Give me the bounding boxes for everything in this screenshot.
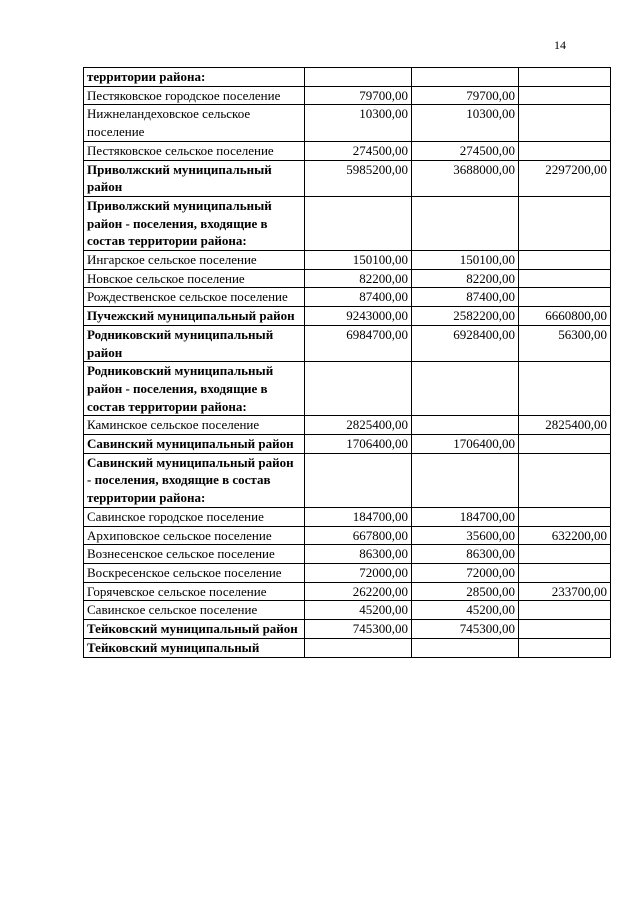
- row-total-cell: [305, 453, 412, 507]
- row-col2-cell: 82200,00: [412, 269, 519, 288]
- row-name-cell: Воскресенское сельское поселение: [84, 563, 305, 582]
- table-row: [84, 269, 611, 288]
- row-total-cell: 10300,00: [305, 105, 412, 141]
- row-name-cell: Пестяковское городское поселение: [84, 86, 305, 105]
- row-name-cell: Архиповское сельское поселение: [84, 526, 305, 545]
- table-row: [84, 638, 611, 657]
- row-col3-cell: [519, 601, 611, 620]
- table-row: [84, 435, 611, 454]
- row-col2-cell: 2582200,00: [412, 307, 519, 326]
- row-name-cell: территории района:: [84, 68, 305, 87]
- row-col3-cell: [519, 68, 611, 87]
- row-col2-cell: 745300,00: [412, 620, 519, 639]
- row-col2-cell: 45200,00: [412, 601, 519, 620]
- row-name-cell: Родниковский муниципальный район - поселения, входящие в состав территории района:: [84, 362, 305, 416]
- row-col2-cell: [412, 638, 519, 657]
- row-col3-cell: [519, 141, 611, 160]
- row-name-cell: Приволжский муниципальный район: [84, 160, 305, 196]
- row-col2-cell: 28500,00: [412, 582, 519, 601]
- table-row: [84, 563, 611, 582]
- row-col3-cell: [519, 563, 611, 582]
- row-name-cell: Савинское сельское поселение: [84, 601, 305, 620]
- row-col3-cell: 2297200,00: [519, 160, 611, 196]
- row-col2-cell: 10300,00: [412, 105, 519, 141]
- row-total-cell: 184700,00: [305, 507, 412, 526]
- table-row: [84, 160, 611, 196]
- row-name-cell: Савинский муниципальный район: [84, 435, 305, 454]
- row-total-cell: 150100,00: [305, 251, 412, 270]
- row-name-cell: Приволжский муниципальный район - поселения, входящие в состав территории района:: [84, 196, 305, 250]
- row-col3-cell: [519, 362, 611, 416]
- row-name-cell: Нижнеландеховское сельское поселение: [84, 105, 305, 141]
- table-row: [84, 307, 611, 326]
- table-row: [84, 251, 611, 270]
- row-col2-cell: 79700,00: [412, 86, 519, 105]
- row-name-cell: Рождественское сельское поселение: [84, 288, 305, 307]
- row-name-cell: Савинское городское поселение: [84, 507, 305, 526]
- row-col3-cell: [519, 196, 611, 250]
- row-name-cell: Родниковский муниципальный район: [84, 325, 305, 361]
- row-total-cell: [305, 638, 412, 657]
- row-col3-cell: [519, 86, 611, 105]
- table-row: [84, 416, 611, 435]
- table-row: [84, 86, 611, 105]
- row-total-cell: 1706400,00: [305, 435, 412, 454]
- row-col3-cell: [519, 105, 611, 141]
- row-col2-cell: [412, 416, 519, 435]
- row-total-cell: 86300,00: [305, 545, 412, 564]
- row-total-cell: 274500,00: [305, 141, 412, 160]
- row-total-cell: 262200,00: [305, 582, 412, 601]
- row-col3-cell: 6660800,00: [519, 307, 611, 326]
- row-total-cell: 72000,00: [305, 563, 412, 582]
- row-col2-cell: 274500,00: [412, 141, 519, 160]
- table-row: [84, 68, 611, 87]
- table-row: [84, 362, 611, 416]
- table-row: [84, 105, 611, 141]
- row-col2-cell: [412, 362, 519, 416]
- table-row: [84, 526, 611, 545]
- row-name-cell: Ингарское сельское поселение: [84, 251, 305, 270]
- row-name-cell: Савинский муниципальный район - поселения, входящие в состав территории района:: [84, 453, 305, 507]
- table-row: [84, 582, 611, 601]
- row-col3-cell: 233700,00: [519, 582, 611, 601]
- row-col2-cell: [412, 68, 519, 87]
- row-col3-cell: 2825400,00: [519, 416, 611, 435]
- row-total-cell: [305, 196, 412, 250]
- row-col2-cell: 72000,00: [412, 563, 519, 582]
- table-row: [84, 620, 611, 639]
- page-number: 14: [554, 38, 566, 52]
- row-total-cell: 745300,00: [305, 620, 412, 639]
- table-row: [84, 288, 611, 307]
- row-col3-cell: [519, 545, 611, 564]
- row-col2-cell: 87400,00: [412, 288, 519, 307]
- row-total-cell: 87400,00: [305, 288, 412, 307]
- row-name-cell: Пестяковское сельское поселение: [84, 141, 305, 160]
- row-col2-cell: 6928400,00: [412, 325, 519, 361]
- row-name-cell: Каминское сельское поселение: [84, 416, 305, 435]
- row-col2-cell: [412, 453, 519, 507]
- table-row: [84, 507, 611, 526]
- row-name-cell: Новское сельское поселение: [84, 269, 305, 288]
- row-col3-cell: 632200,00: [519, 526, 611, 545]
- table-body: [84, 68, 611, 658]
- row-col3-cell: [519, 435, 611, 454]
- row-col2-cell: 184700,00: [412, 507, 519, 526]
- row-total-cell: 45200,00: [305, 601, 412, 620]
- row-col3-cell: [519, 288, 611, 307]
- row-col3-cell: [519, 638, 611, 657]
- row-col3-cell: [519, 269, 611, 288]
- row-col2-cell: [412, 196, 519, 250]
- table-row: [84, 141, 611, 160]
- row-name-cell: Тейковский муниципальный район: [84, 620, 305, 639]
- row-total-cell: 9243000,00: [305, 307, 412, 326]
- row-col3-cell: 56300,00: [519, 325, 611, 361]
- row-total-cell: 2825400,00: [305, 416, 412, 435]
- table-row: [84, 196, 611, 250]
- row-name-cell: Пучежский муниципальный район: [84, 307, 305, 326]
- row-total-cell: [305, 362, 412, 416]
- table-row: [84, 325, 611, 361]
- row-col3-cell: [519, 453, 611, 507]
- row-col3-cell: [519, 251, 611, 270]
- row-col2-cell: 86300,00: [412, 545, 519, 564]
- row-total-cell: 5985200,00: [305, 160, 412, 196]
- row-col2-cell: 150100,00: [412, 251, 519, 270]
- table-row: [84, 601, 611, 620]
- row-total-cell: 667800,00: [305, 526, 412, 545]
- row-col2-cell: 1706400,00: [412, 435, 519, 454]
- row-total-cell: 79700,00: [305, 86, 412, 105]
- row-col3-cell: [519, 507, 611, 526]
- row-col2-cell: 35600,00: [412, 526, 519, 545]
- table-row: [84, 545, 611, 564]
- table-row: [84, 453, 611, 507]
- row-total-cell: 6984700,00: [305, 325, 412, 361]
- row-name-cell: Тейковский муниципальный: [84, 638, 305, 657]
- row-total-cell: [305, 68, 412, 87]
- row-total-cell: 82200,00: [305, 269, 412, 288]
- budget-table: [83, 67, 611, 658]
- row-col3-cell: [519, 620, 611, 639]
- row-name-cell: Горячевское сельское поселение: [84, 582, 305, 601]
- row-col2-cell: 3688000,00: [412, 160, 519, 196]
- row-name-cell: Вознесенское сельское поселение: [84, 545, 305, 564]
